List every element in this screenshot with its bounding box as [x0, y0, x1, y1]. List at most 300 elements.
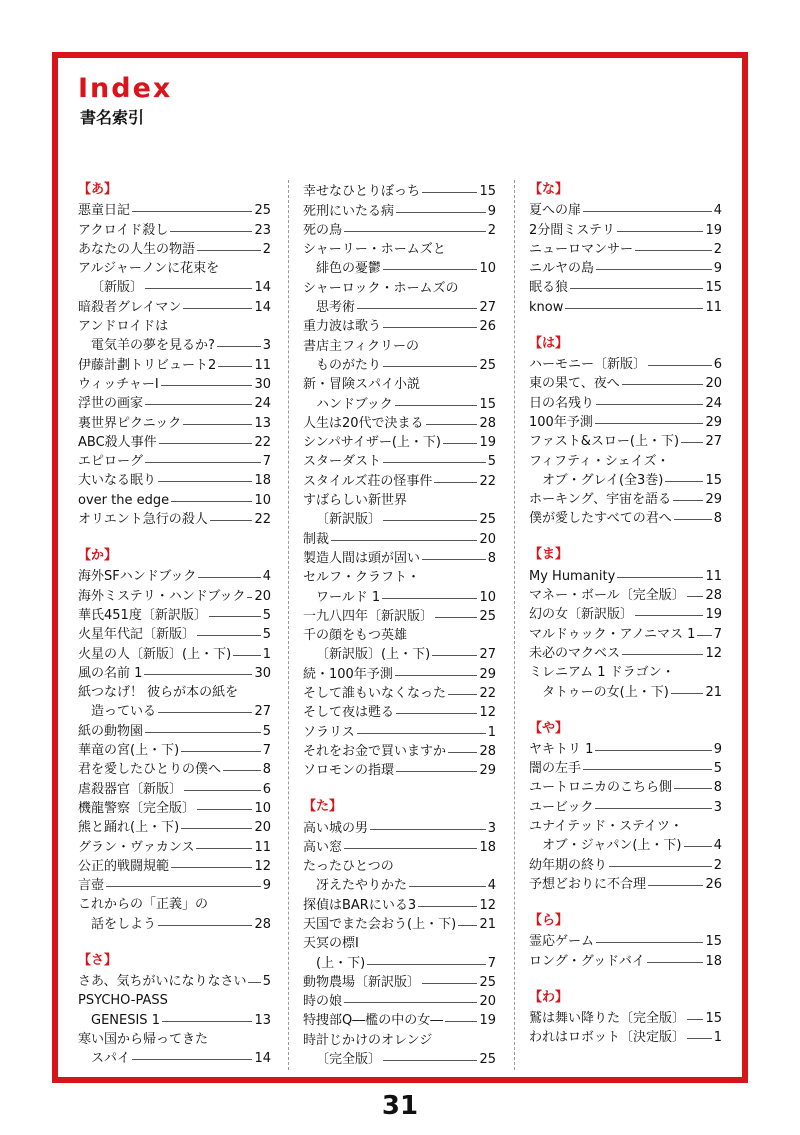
entry-title: ホーキング、宇宙を語る: [529, 492, 672, 508]
index-entry: [78, 584, 271, 603]
entry-page: 28: [479, 415, 496, 431]
entry-page: 12: [479, 705, 496, 721]
index-entry: [303, 469, 496, 488]
index-entry: [529, 218, 722, 237]
entry-page: 6: [262, 781, 271, 797]
entry-title: 幸せなひとりぼっち: [303, 184, 421, 200]
entry-title: 大いなる眠り: [78, 473, 157, 489]
entry-title: 公正的戦闘規範: [78, 858, 170, 874]
entry-title: over the edge: [78, 492, 170, 508]
leader-line: [595, 808, 711, 809]
leader-line: [383, 520, 477, 521]
entry-title: ワールド 1: [316, 589, 381, 605]
leader-line: [181, 751, 261, 752]
entry-page: 4: [262, 569, 271, 585]
entry-page: 18: [705, 953, 722, 969]
index-entry: [78, 508, 271, 527]
entry-page: 12: [479, 897, 496, 913]
entry-title: 火星の人〔新版〕(上・下): [78, 646, 232, 662]
entry-title: 伊藤計劃トリビュート2: [78, 357, 217, 373]
entry-title: 東の果て、夜へ: [529, 376, 620, 392]
section-heading: 【ら】: [529, 912, 569, 928]
entry-title: 話をしよう: [91, 916, 157, 932]
index-entry: [303, 720, 496, 739]
entry-page: 29: [479, 666, 496, 682]
entry-title: グラン・ヴァカンス: [78, 839, 195, 855]
index-entry: [78, 334, 271, 353]
index-entry: [78, 238, 271, 257]
entry-title: アクロイド殺し: [78, 222, 169, 238]
entry-title: ユナイテッド・ステイツ・: [529, 819, 683, 835]
index-column-3: [529, 180, 722, 1045]
entry-page: 9: [487, 203, 496, 219]
leader-line: [181, 828, 252, 829]
entry-page: 2: [713, 241, 722, 257]
entry-title: 僕が愛したすべての君へ: [529, 511, 672, 527]
section-heading: 【ま】: [529, 547, 569, 563]
leader-line: [145, 732, 261, 733]
index-entry: [78, 257, 271, 276]
entry-page: 21: [479, 916, 496, 932]
index-entry: [303, 990, 496, 1009]
leader-line: [635, 615, 703, 616]
entry-title: ユートロニカのこちら側: [529, 780, 673, 796]
leader-line: [622, 654, 703, 655]
entry-title: 制裁: [303, 531, 330, 547]
entry-page: 27: [254, 704, 271, 720]
index-entry: [303, 971, 496, 990]
index-entry: [529, 449, 722, 468]
leader-line: [687, 1019, 703, 1020]
entry-title: ロング・グッドバイ: [529, 953, 645, 969]
leader-line: [370, 829, 486, 830]
entry-title: 悪童日記: [78, 203, 131, 219]
leader-line: [197, 809, 252, 810]
index-entry: [303, 1028, 496, 1047]
entry-page: 20: [479, 531, 496, 547]
index-entry: [78, 565, 271, 584]
entry-title: 製造人間は頭が固い: [303, 550, 421, 566]
entry-title: そして夜は甦る: [303, 705, 395, 721]
index-entry: [303, 740, 496, 759]
entry-page: 22: [479, 686, 496, 702]
entry-title: 書店主フィクリーの: [303, 338, 419, 354]
index-entry: [303, 816, 496, 835]
entry-title: GENESIS 1: [91, 1012, 160, 1028]
index-entry: [78, 681, 271, 700]
entry-page: 27: [705, 434, 722, 450]
leader-line: [171, 867, 252, 868]
entry-title: 探偵はBARにいる3: [303, 897, 417, 913]
leader-line: [648, 885, 703, 886]
entry-title: 新・冒険スパイ小説: [303, 377, 421, 393]
entry-page: 22: [254, 512, 271, 528]
entry-page: 3: [713, 799, 722, 815]
entry-title: 華氏451度〔新訳版〕: [78, 607, 207, 623]
entry-title: シャーリー・ホームズと: [303, 242, 446, 258]
index-entry: [303, 257, 496, 276]
entry-page: 8: [262, 762, 271, 778]
index-title: Index: [78, 73, 173, 104]
entry-title: 日の名残り: [529, 395, 595, 411]
entry-title: ソロモンの指環: [303, 763, 395, 779]
entry-title: アルジャーノンに花束を: [78, 261, 220, 277]
index-entry: [529, 199, 722, 218]
entry-page: 8: [713, 511, 722, 527]
entry-title: 夏への扉: [529, 203, 582, 219]
entry-page: 11: [705, 568, 722, 584]
index-entry: [529, 603, 722, 622]
entry-title: ニルヤの島: [529, 261, 595, 277]
entry-title: 寒い国から帰ってきた: [78, 1031, 209, 1047]
entry-title: ハンドブック: [316, 396, 393, 412]
leader-line: [673, 500, 703, 501]
entry-page: 7: [262, 454, 271, 470]
leader-line: [383, 366, 477, 367]
index-entry: [78, 1008, 271, 1027]
leader-line: [383, 269, 477, 270]
index-entry: [529, 622, 722, 641]
index-entry: [78, 392, 271, 411]
index-entry: [303, 392, 496, 411]
entry-title: 闇の左手: [529, 761, 582, 777]
leader-line: [609, 866, 712, 867]
entry-title: 浮世の画家: [78, 396, 144, 412]
leader-line: [570, 288, 703, 289]
leader-line: [648, 365, 712, 366]
entry-title: オリエント急行の殺人: [78, 512, 208, 528]
entry-title: アンドロイドは: [78, 319, 169, 335]
entry-title: 重力波は歌う: [303, 319, 382, 335]
leader-line: [448, 694, 477, 695]
entry-page: 30: [254, 376, 271, 392]
index-entry: [529, 488, 722, 507]
entry-page: 14: [254, 1051, 271, 1067]
entry-title: 海外ミステリ・ハンドブック: [78, 588, 246, 604]
entry-title: あなたの人生の物語: [78, 241, 196, 257]
entry-page: 7: [713, 626, 722, 642]
leader-line: [458, 925, 477, 926]
leader-line: [674, 519, 712, 520]
entry-page: 4: [487, 878, 496, 894]
entry-page: 1: [262, 646, 271, 662]
index-entry: [303, 913, 496, 932]
index-entry: [78, 642, 271, 661]
entry-page: 22: [254, 434, 271, 450]
entry-title: マルドゥック・アノニマス 1: [529, 626, 696, 642]
section-heading: 【た】: [303, 799, 343, 815]
entry-page: 9: [262, 878, 271, 894]
leader-line: [687, 1038, 712, 1039]
leader-line: [565, 308, 703, 309]
leader-line: [596, 942, 703, 943]
entry-title: シャーロック・ホームズの: [303, 280, 459, 296]
index-entry: [529, 295, 722, 314]
leader-line: [396, 713, 477, 714]
entry-title: 幼年期の終り: [529, 857, 608, 873]
entry-title: さあ、気ちがいになりなさい: [78, 973, 247, 989]
entry-title: ものがたり: [316, 357, 382, 373]
entry-page: 3: [487, 820, 496, 836]
index-entry: [303, 489, 496, 508]
entry-page: 19: [479, 1013, 496, 1029]
entry-page: 9: [713, 741, 722, 757]
entry-page: 15: [705, 280, 722, 296]
entry-page: 11: [254, 357, 271, 373]
leader-line: [395, 405, 478, 406]
leader-line: [106, 886, 261, 887]
leader-line: [435, 617, 477, 618]
entry-page: 7: [262, 743, 271, 759]
entry-page: 15: [705, 934, 722, 950]
entry-title: それをお金で買いますか: [303, 743, 447, 759]
leader-line: [383, 327, 477, 328]
index-entry: [303, 836, 496, 855]
entry-page: 22: [479, 473, 496, 489]
entry-title: 華竜の宮(上・下): [78, 743, 180, 759]
index-entry: [303, 1048, 496, 1067]
index-entry: [529, 873, 722, 892]
entry-title: 機龍警察〔完全版〕: [78, 800, 196, 816]
entry-title: ファスト&スロー(上・下): [529, 434, 680, 450]
leader-line: [422, 559, 486, 560]
index-entry: [303, 874, 496, 893]
entry-title: ユービック: [529, 799, 594, 815]
entry-title: 時計じかけのオレンジ: [303, 1032, 433, 1048]
index-entry: [529, 1007, 722, 1026]
index-entry: [78, 893, 271, 912]
leader-line: [162, 1021, 252, 1022]
entry-title: 高い窓: [303, 839, 343, 855]
entry-title: たったひとつの: [303, 859, 394, 875]
index-entry: [529, 507, 722, 526]
entry-page: 25: [254, 203, 271, 219]
index-column-2: [303, 180, 496, 1067]
leader-line: [132, 211, 252, 212]
entry-page: 9: [713, 261, 722, 277]
entry-page: 2: [713, 857, 722, 873]
leader-line: [184, 790, 261, 791]
index-entry: [78, 431, 271, 450]
entry-title: シンパサイザー(上・下): [303, 435, 441, 451]
entry-title: My Humanity: [529, 568, 616, 584]
entry-page: 25: [479, 608, 496, 624]
index-entry: [529, 564, 722, 583]
entry-title: 死の鳥: [303, 222, 343, 238]
index-entry: [303, 643, 496, 662]
entry-title: ニューロマンサー: [529, 241, 634, 257]
entry-page: 20: [705, 376, 722, 392]
index-entry: [78, 912, 271, 931]
index-entry: [529, 815, 722, 834]
entry-title: 風の名前 1: [78, 665, 143, 681]
leader-line: [159, 443, 253, 444]
section-spacer: [78, 932, 271, 951]
leader-line: [595, 423, 704, 424]
index-entry: [78, 450, 271, 469]
entry-title: 千の顔をもつ英雄: [303, 628, 408, 644]
index-entry: [78, 758, 271, 777]
index-entry: [78, 874, 271, 893]
entry-title: 予想どおりに不合理: [529, 876, 647, 892]
index-entry: [303, 585, 496, 604]
index-entry: [529, 430, 722, 449]
leader-line: [595, 750, 711, 751]
leader-line: [422, 983, 477, 984]
entry-page: 5: [487, 454, 496, 470]
leader-line: [196, 848, 252, 849]
entry-title: know: [529, 299, 564, 315]
leader-line: [247, 597, 252, 598]
entry-title: 天冥の標Ⅰ: [303, 936, 359, 952]
entry-page: 19: [705, 607, 722, 623]
index-entry: [78, 373, 271, 392]
entry-title: 海外SFハンドブック: [78, 569, 197, 585]
index-entry: [78, 835, 271, 854]
index-entry: [303, 412, 496, 431]
entry-page: 30: [254, 665, 271, 681]
entry-title: 〔完全版〕: [316, 1052, 382, 1068]
index-column-1: [78, 180, 271, 1066]
section-spacer: [529, 526, 722, 545]
leader-line: [409, 886, 486, 887]
leader-line: [218, 366, 252, 367]
leader-line: [183, 308, 252, 309]
entry-page: 5: [262, 973, 271, 989]
leader-line: [344, 231, 486, 232]
leader-line: [145, 288, 252, 289]
index-entry: [529, 738, 722, 757]
entry-page: 28: [254, 916, 271, 932]
index-entry: [78, 777, 271, 796]
leader-line: [170, 231, 252, 232]
index-entry: [78, 719, 271, 738]
entry-title: すばらしい新世界: [303, 493, 408, 509]
index-entry: [78, 276, 271, 295]
entry-title: フィフティ・シェイズ・: [529, 453, 670, 469]
entry-title: われはロボット〔決定版〕: [529, 1030, 686, 1046]
leader-line: [383, 1060, 477, 1061]
entry-title: 冴えたやりかた: [316, 878, 408, 894]
entry-title: 造っている: [91, 704, 157, 720]
entry-title: オブ・ジャパン(上・下): [542, 838, 682, 854]
entry-page: 18: [254, 473, 271, 489]
index-entry: [303, 238, 496, 257]
entry-page: 5: [262, 607, 271, 623]
leader-line: [210, 520, 253, 521]
leader-line: [132, 1059, 252, 1060]
index-entry: [303, 219, 496, 238]
entry-title: 思考術: [316, 300, 356, 316]
entry-title: そして誰もいなくなった: [303, 686, 447, 702]
index-entry: [303, 527, 496, 546]
index-entry: [529, 853, 722, 872]
entry-page: 2: [487, 222, 496, 238]
leader-line: [687, 596, 704, 597]
entry-title: オブ・グレイ(全3巻): [542, 472, 664, 488]
entry-page: 20: [479, 994, 496, 1010]
leader-line: [395, 675, 478, 676]
index-entry: [78, 1028, 271, 1047]
index-entry: [303, 566, 496, 585]
entry-title: ヤキトリ 1: [529, 741, 594, 757]
entry-page: 28: [705, 588, 722, 604]
section-heading: 【わ】: [529, 989, 569, 1005]
entry-title: 未必のマクベス: [529, 645, 621, 661]
entry-page: 29: [705, 414, 722, 430]
entry-page: 24: [254, 396, 271, 412]
leader-line: [647, 962, 704, 963]
index-entry: [303, 662, 496, 681]
section-heading: 【か】: [78, 548, 118, 564]
index-entry: [529, 257, 722, 276]
entry-page: 12: [705, 645, 722, 661]
index-entry: [529, 795, 722, 814]
leader-line: [144, 674, 252, 675]
index-entry: [78, 604, 271, 623]
entry-page: 21: [705, 684, 722, 700]
index-entry: [529, 584, 722, 603]
leader-line: [583, 769, 712, 770]
entry-title: PSYCHO-PASS: [78, 993, 168, 1009]
index-entry: [303, 624, 496, 643]
index-entry: [303, 431, 496, 450]
entry-page: 11: [705, 299, 722, 315]
leader-line: [443, 443, 477, 444]
index-entry: [529, 411, 722, 430]
index-entry: [78, 797, 271, 816]
section-heading: 【は】: [529, 335, 569, 351]
entry-page: 1: [487, 724, 496, 740]
section-spacer: [529, 969, 722, 988]
index-entry: [78, 469, 271, 488]
leader-line: [233, 655, 261, 656]
index-entry: [78, 623, 271, 642]
leader-line: [382, 598, 477, 599]
leader-line: [596, 269, 712, 270]
entry-page: 5: [262, 723, 271, 739]
section-spacer: [529, 315, 722, 334]
entry-page: 14: [254, 299, 271, 315]
entry-page: 27: [479, 300, 496, 316]
section-spacer: [529, 700, 722, 719]
index-entry: [529, 776, 722, 795]
entry-title: ハーモニー〔新版〕: [529, 357, 647, 373]
index-entry: [303, 508, 496, 527]
entry-title: 言壺: [78, 878, 105, 894]
entry-title: 熊と踊れ(上・下): [78, 820, 180, 836]
entry-page: 26: [479, 319, 496, 335]
entry-title: 一九八四年〔新訳版〕: [303, 608, 434, 624]
entry-title: 君を愛したひとりの僕へ: [78, 762, 222, 778]
entry-title: スパイ: [91, 1051, 131, 1067]
index-entry: [529, 680, 722, 699]
leader-line: [418, 906, 477, 907]
entry-page: 7: [487, 955, 496, 971]
entry-page: 25: [479, 357, 496, 373]
index-entry: [303, 199, 496, 218]
entry-title: タトゥーの女(上・下): [542, 684, 669, 700]
entry-title: ミレニアム 1 ドラゴン・: [529, 665, 675, 681]
index-entry: [529, 353, 722, 372]
index-entry: [78, 700, 271, 719]
entry-page: 10: [479, 261, 496, 277]
index-entry: [303, 373, 496, 392]
entry-page: 4: [713, 203, 722, 219]
column-divider: [288, 180, 289, 1070]
index-entry: [303, 701, 496, 720]
leader-line: [635, 250, 712, 251]
